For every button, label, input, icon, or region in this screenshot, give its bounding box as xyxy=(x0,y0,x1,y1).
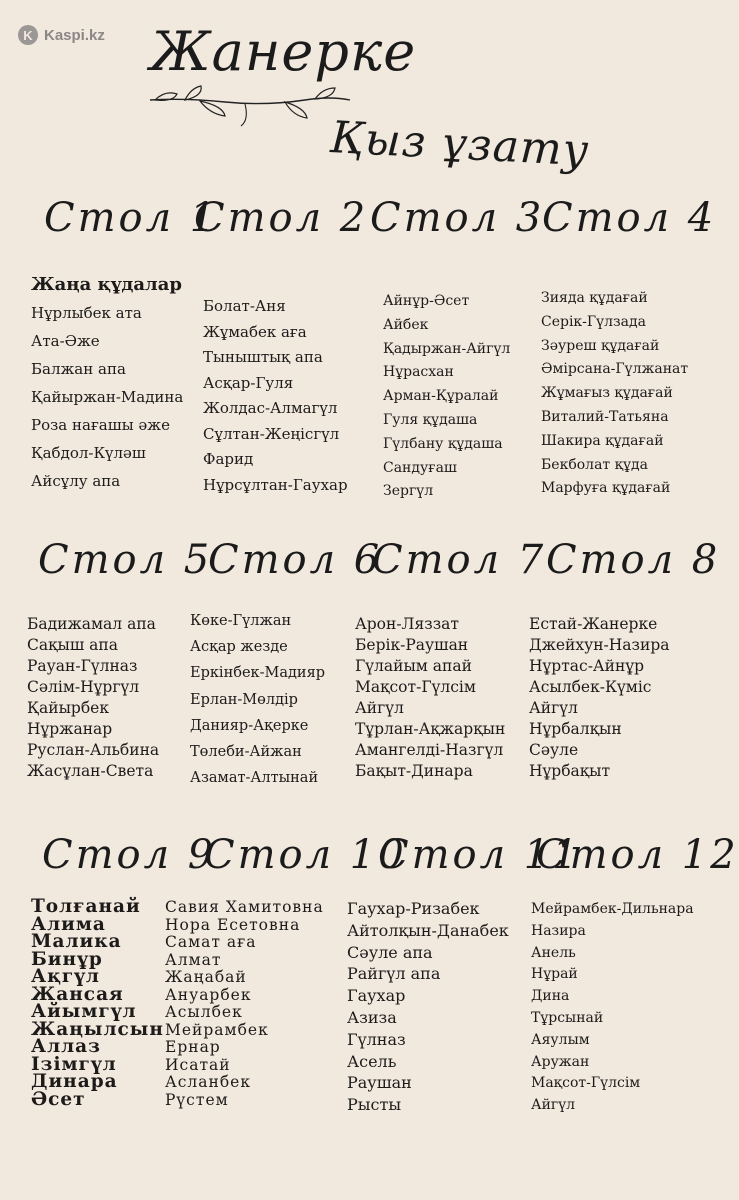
guest-name: Рауан-Гүлназ xyxy=(27,657,138,675)
table-1-guest-list xyxy=(31,271,183,495)
guest-name: Амангелді-Назгүл xyxy=(355,741,504,759)
guest-name: Ернар xyxy=(165,1038,221,1056)
guest-name: Гүлайым апай xyxy=(355,657,472,675)
guest-name: Нұрлыбек ата xyxy=(31,304,142,322)
guest-name: Аяулым xyxy=(531,1031,590,1048)
guest-name: Жаңылсын xyxy=(31,1018,164,1040)
guest-name: Болат-Аня xyxy=(203,297,286,315)
guest-name: Мейрамбек-Дильнара xyxy=(531,901,694,917)
guest-name: Жұмағыз құдағай xyxy=(541,385,673,402)
guest-name: Төлеби-Айжан xyxy=(190,744,302,761)
guest-name: Толғанай xyxy=(31,896,141,917)
guest-name: Бадижамал апа xyxy=(27,615,156,633)
table-12-guest-list xyxy=(531,899,694,1117)
guest-name: Алмат xyxy=(165,950,222,969)
guest-name: Естай-Жанерке xyxy=(529,615,658,633)
table-6-guest-list xyxy=(190,608,325,791)
guest-name: Марфуға құдағай xyxy=(541,480,671,497)
guest-name: Қайырбек xyxy=(27,699,110,717)
guest-name: Айнұр-Әсет xyxy=(383,293,470,309)
guest-name: Айтолқын-Данабек xyxy=(347,920,509,940)
guest-name: Тыныштық апа xyxy=(203,348,323,366)
guest-name: Берік-Раушан xyxy=(355,636,469,654)
guest-name: Серік-Гүлзада xyxy=(541,313,646,330)
guest-name: Тұрлан-Ақжарқын xyxy=(355,720,506,738)
guest-name: Нұрасхан xyxy=(383,364,454,381)
table-9-heading: Стол 9 xyxy=(42,832,217,878)
guest-name: Әмірсана-Гүлжанат xyxy=(541,361,689,378)
guest-name: Джейхун-Назира xyxy=(529,636,670,654)
table-10-guest-list xyxy=(165,899,324,1109)
table-10-heading: Стол 10 xyxy=(204,832,407,878)
guest-name: Нұртас-Айнұр xyxy=(529,657,645,675)
guest-name: Савия Хамитовна xyxy=(165,898,324,916)
watermark-text: Kaspi.kz xyxy=(44,26,105,44)
guest-name: Тұрсынай xyxy=(531,1009,604,1026)
guest-name: Жолдас-Алмагүл xyxy=(203,399,338,417)
guest-name: Дина xyxy=(531,988,570,1005)
guest-name: Бинұр xyxy=(31,948,103,970)
guest-name: Руслан-Альбина xyxy=(27,741,160,759)
guest-name: Айымгүл xyxy=(31,1001,137,1022)
guest-name: Гаухар-Ризабек xyxy=(347,899,480,918)
guest-name: Бақыт-Динара xyxy=(355,762,473,780)
guest-name: Еркінбек-Мадияр xyxy=(190,665,326,682)
guest-name: Әсет xyxy=(31,1088,86,1110)
guest-name: Жұмабек аға xyxy=(203,322,307,341)
table-3-heading: Стол 3 xyxy=(370,195,545,241)
table-3-guest-list xyxy=(383,290,510,504)
guest-name: Бекболат құда xyxy=(541,456,648,473)
table-7-heading: Стол 7 xyxy=(372,537,547,583)
guest-name: Нұржанар xyxy=(27,720,113,738)
guest-name: Зергүл xyxy=(383,483,434,500)
kaspi-logo-icon: K xyxy=(18,25,38,45)
guest-name: Ізімгүл xyxy=(31,1053,117,1075)
guest-name: Жасұлан-Света xyxy=(27,762,154,780)
guest-name: Аружан xyxy=(531,1053,590,1070)
guest-name: Гаухар xyxy=(347,986,406,1006)
guest-name: Арман-Құралай xyxy=(383,388,499,405)
guest-name: Нора Есетовна xyxy=(165,915,301,934)
guest-name: Қабдол-Күләш xyxy=(31,444,146,462)
guest-name: Динара xyxy=(31,1071,118,1092)
guest-name: Нұрбалқын xyxy=(529,720,622,738)
guest-name: Жаңа құдалар xyxy=(31,274,182,295)
table-1-heading: Стол 1 xyxy=(44,195,219,241)
guest-name: Көке-Гүлжан xyxy=(190,613,292,629)
guest-name: Нұрсұлтан-Гаухар xyxy=(203,475,348,494)
guest-name: Зияда құдағай xyxy=(541,290,648,306)
guest-name: Раушан xyxy=(347,1073,412,1093)
table-4-guest-list xyxy=(541,287,688,501)
guest-name: Балжан апа xyxy=(31,360,126,378)
guest-name: Зәуреш құдағай xyxy=(541,337,660,354)
guest-name: Жансая xyxy=(31,983,124,1005)
guest-name: Асқар жезде xyxy=(190,639,288,656)
kaspi-watermark[interactable] xyxy=(18,25,105,45)
guest-name: Анель xyxy=(531,944,576,961)
guest-name: Мейрамбек xyxy=(165,1020,269,1039)
guest-name: Азиза xyxy=(347,1007,397,1027)
guest-name: Асланбек xyxy=(165,1073,252,1091)
table-9-guest-list xyxy=(31,898,164,1108)
guest-name: Айбек xyxy=(383,316,429,333)
table-2-heading: Стол 2 xyxy=(194,195,369,241)
guest-name: Айгүл xyxy=(355,699,404,717)
guest-name: Сәлім-Нұргүл xyxy=(27,678,140,696)
guest-name: Исатай xyxy=(165,1055,231,1074)
guest-name: Қадыржан-Айгүл xyxy=(383,340,511,357)
guest-name: Айгүл xyxy=(531,1097,576,1114)
guest-name: Шакира құдағай xyxy=(541,432,664,449)
guest-name: Азамат-Алтынай xyxy=(190,770,319,787)
guest-name: Сәуле апа xyxy=(347,942,433,962)
table-2-guest-list xyxy=(203,294,348,498)
guest-name: Фарид xyxy=(203,450,254,468)
guest-name: Асқар-Гуля xyxy=(203,373,294,392)
guest-name: Аллаз xyxy=(31,1036,101,1057)
table-8-guest-list xyxy=(529,614,670,782)
guest-name: Райгүл апа xyxy=(347,964,441,984)
table-5-guest-list xyxy=(27,614,159,782)
guest-name: Ануарбек xyxy=(165,985,252,1004)
guest-name: Асылбек-Күміс xyxy=(529,678,652,696)
guest-name: Қайыржан-Мадина xyxy=(31,388,184,406)
guest-name: Малика xyxy=(31,931,122,952)
guest-name: Алима xyxy=(31,913,106,935)
guest-name: Сұлтан-Жеңісгүл xyxy=(203,424,340,443)
guest-name: Сәуле xyxy=(529,741,579,759)
guest-name: Самат аға xyxy=(165,933,257,951)
guest-name: Рысты xyxy=(347,1095,402,1115)
guest-name: Виталий-Татьяна xyxy=(541,408,669,425)
guest-name: Ақгүл xyxy=(31,966,100,987)
guest-name: Ата-Әже xyxy=(31,332,100,350)
guest-name: Айгүл xyxy=(529,699,578,717)
event-subtitle: Қыз ұзату xyxy=(328,112,591,177)
guest-name: Сақыш апа xyxy=(27,636,118,654)
guest-name: Арон-Ляззат xyxy=(355,615,459,633)
table-6-heading: Стол 6 xyxy=(208,537,383,583)
guest-name: Айсұлу апа xyxy=(31,472,121,490)
guest-name: Асель xyxy=(347,1051,397,1071)
table-12-heading: Стол 12 xyxy=(536,832,739,878)
guest-name: Рүстем xyxy=(165,1090,229,1109)
guest-name: Нұрай xyxy=(531,966,578,983)
guest-name: Гүлназ xyxy=(347,1029,406,1049)
table-11-heading: Стол 11 xyxy=(378,832,581,878)
guest-name: Гүлбану құдаша xyxy=(383,435,503,452)
guest-name: Нұрбақыт xyxy=(529,762,611,780)
bride-name-title: Жанерке xyxy=(150,20,417,83)
guest-name: Мақсот-Гүлсім xyxy=(531,1075,641,1092)
guest-name: Гуля құдаша xyxy=(383,411,478,428)
table-7-guest-list xyxy=(355,614,505,782)
table-4-heading: Стол 4 xyxy=(542,195,717,241)
table-8-heading: Стол 8 xyxy=(546,537,721,583)
guest-name: Сандуғаш xyxy=(383,459,457,476)
guest-name: Роза нағашы әже xyxy=(31,416,170,434)
guest-name: Жаңабай xyxy=(165,968,247,986)
guest-name: Мақсот-Гүлсім xyxy=(355,678,476,696)
table-5-heading: Стол 5 xyxy=(38,537,213,583)
table-11-guest-list xyxy=(347,898,509,1116)
guest-name: Ерлан-Мөлдір xyxy=(190,691,298,708)
floral-ornament-icon xyxy=(145,80,355,130)
guest-name: Назира xyxy=(531,922,586,939)
guest-name: Данияр-Ақерке xyxy=(190,717,309,734)
guest-name: Асылбек xyxy=(165,1003,243,1021)
